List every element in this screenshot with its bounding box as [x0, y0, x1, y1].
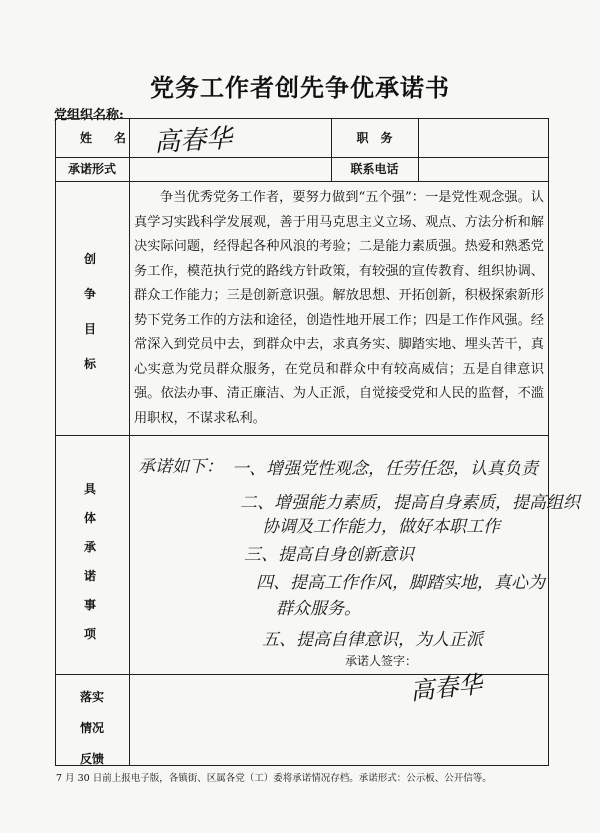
name-label: 姓名: [79, 131, 148, 145]
position-label: 职 务: [356, 131, 393, 145]
commitment-item: 二、增强能力素质，提高自身素质，提高组织: [240, 493, 580, 513]
goal-label: [80, 250, 100, 372]
commitments-label-char: 具: [83, 482, 96, 496]
commitments-label-char: 事: [83, 598, 96, 612]
commitment-item: 协调及工作能力，做好本职工作: [262, 517, 500, 537]
goal-label-char: 创: [83, 252, 96, 266]
value-column-divider: [418, 119, 419, 181]
goal-label-char: 争: [83, 287, 96, 301]
page-title: 党务工作者创先争优承诺书: [150, 73, 450, 102]
goal-label-char: 标: [83, 357, 96, 371]
commitments-label-char: 项: [83, 627, 96, 641]
commitments-label-char: 诺: [83, 569, 96, 583]
goal-paragraph: 争当优秀党务工作者，要努力做到“五个强”：一是党性观念强。认真学习实践科学发展观，善于用马克思主义立场、观点、方法分析和解决实际问题，经得起各种风浪的考验；二是能力素质强。热爱和熟悉党务工作，模范执行党的路线方针政策，有较强的宣传教育、组织协调、群众工作能力；三是创新意识强。解放思想、开拓创新，积极探索新形势下党务工作的方法和途径，创造性地开展工作；四是工作作风强。经常深入到党员中去，到群众中去，求真务实、脚踏实地、埋头苦干，真心实意为党员群众服务，在党员和群众中有较高威信；五是自律意识强。依法办事、清正廉洁、为人正派，自觉接受党和人民的监督，不滥用职权，不谋求私利。: [134, 190, 544, 426]
commitment-item: 一、增强党性观念，任劳任怨，认真负责: [232, 459, 538, 479]
pledge-form-label: 承诺形式: [67, 162, 116, 176]
commitments-label-char: 承: [83, 540, 96, 554]
commitment-item: 四、提高工作作风，脚踏实地，真心为: [256, 573, 545, 593]
commitment-item: 群众服务。: [276, 599, 361, 619]
name-signature: 高春华: [153, 123, 233, 159]
commitment-item: 五、提高自律意识，为人正派: [262, 630, 483, 650]
signer-signature: 高春华: [408, 670, 484, 706]
implementation-label: [74, 688, 110, 767]
phone-label: 联系电话: [350, 162, 399, 176]
commitments-label-char: 体: [83, 511, 96, 525]
implementation-label-line: 落实: [79, 690, 104, 704]
commitment-intro: 承诺如下：: [138, 457, 223, 477]
label-column-divider: [129, 119, 130, 765]
implementation-label-line: 情况: [79, 721, 104, 735]
implementation-label-line: 反馈: [79, 752, 104, 766]
footer-note: 7 月 30 日前上报电子版，各镇街、区属各党（工）委将承诺情况存档。承诺形式：公示板、公开信等。: [56, 773, 492, 784]
commitments-label: [80, 480, 100, 642]
signer-label: 承诺人签字：: [345, 654, 418, 668]
org-name-label: 党组织名称:: [54, 108, 124, 123]
commitment-item: 三、提高自身创新意识: [244, 545, 414, 565]
goal-text: [134, 186, 544, 431]
goal-label-char: 目: [83, 322, 96, 336]
